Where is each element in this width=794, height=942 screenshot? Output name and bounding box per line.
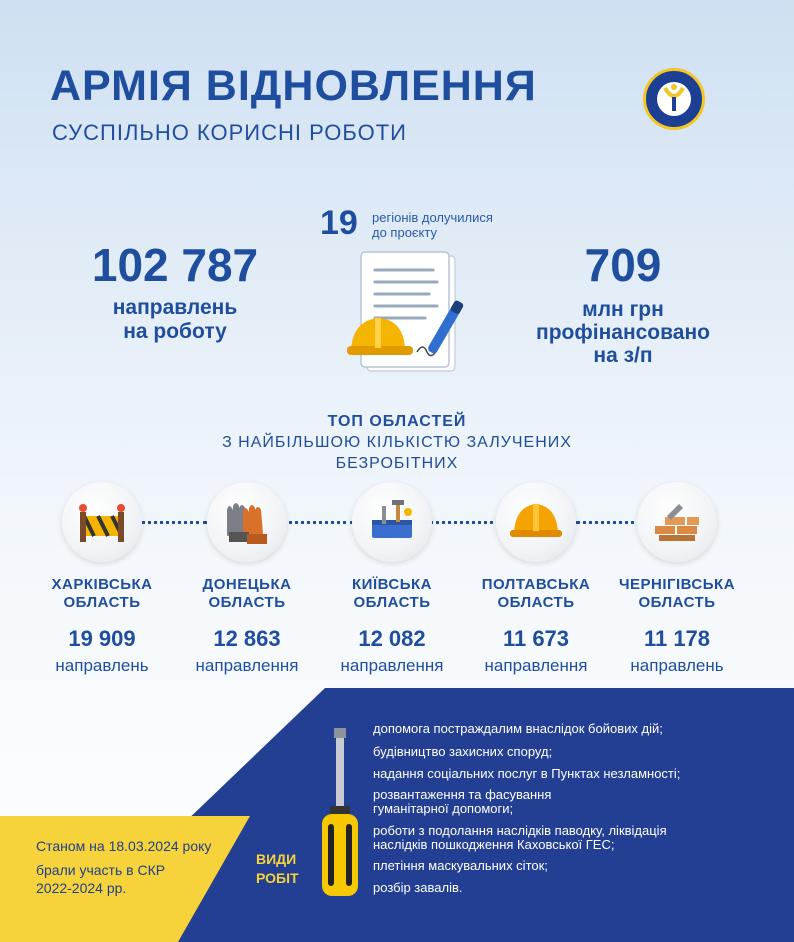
page-title: АРМІЯ ВІДНОВЛЕННЯ [50,62,537,110]
date-note-2: брали участь в СКР [36,862,166,878]
region-name-2: ОБЛАСТЬ [497,594,575,611]
employment-service-logo [643,68,705,130]
region-value: 19 909 [68,626,136,651]
region-name-2: ОБЛАСТЬ [63,594,141,611]
region-caption: направлення [484,656,588,675]
region-value: 12 863 [213,626,281,651]
region-caption: направлення [340,656,444,675]
work-gloves-icon [207,482,287,562]
date-note-1: Станом на 18.03.2024 року [36,838,212,854]
region-name-1: КИЇВСЬКА [352,576,432,593]
funding-caption-2: профінансовано [536,321,710,344]
contract-document-icon [345,248,485,378]
region-name-1: ПОЛТАВСЬКА [481,576,591,593]
regions-caption-2: до проєкту [372,225,437,240]
toolbox-icon [352,482,432,562]
work-types-label-1: ВИДИ [256,851,297,867]
region-value: 12 082 [358,626,426,651]
referrals-caption-2: на роботу [123,320,227,343]
page-subtitle: СУСПІЛЬНО КОРИСНІ РОБОТИ [52,120,407,145]
top-regions-heading-3: БЕЗРОБІТНИХ [335,455,459,472]
region-value: 11 178 [643,626,711,651]
region-donetsk [172,482,322,676]
top-regions-heading-1: ТОП ОБЛАСТЕЙ [327,413,467,430]
region-name-2: ОБЛАСТЬ [638,594,716,611]
work-item: надання соціальних послуг в Пунктах незламності; [373,766,681,781]
date-note-3: 2022-2024 рр. [36,880,127,896]
region-name-1: ДОНЕЦЬКА [202,576,292,593]
regions-count: 19 [320,204,358,242]
work-item: будівництво захисних споруд; [373,744,553,759]
hard-hat-icon [496,482,576,562]
work-item: плетіння маскувальних сіток; [373,858,548,873]
region-name-2: ОБЛАСТЬ [353,594,431,611]
logo-emblem-icon [646,71,702,127]
region-caption: направлень [55,656,149,675]
work-item: гуманітарної допомоги; [373,801,514,816]
region-poltava [461,482,611,676]
road-barrier-icon [62,482,142,562]
region-caption: направлень [630,656,724,675]
regions-caption [372,210,493,240]
region-name-1: ЧЕРНІГІВСЬКА [618,576,736,593]
work-item: розбір завалів. [373,880,463,895]
funding-caption-1: млн грн [582,298,664,321]
work-item: розвантаження та фасування [373,787,552,802]
referrals-total: 102 787 [91,239,259,291]
referrals-caption-1: направлень [112,296,238,319]
region-name-2: ОБЛАСТЬ [208,594,286,611]
work-item: роботи з подолання наслідків паводку, ліквідація [373,823,667,838]
regions-caption-1: регіонів долучилися [372,210,493,225]
screwdriver-icon [312,728,368,898]
region-value: 11 673 [502,626,570,651]
region-caption: направлення [195,656,299,675]
work-types-label-2: РОБІТ [256,870,299,886]
bricks-icon [637,482,717,562]
top-regions-heading-2: З НАЙБІЛЬШОЮ КІЛЬКІСТЮ ЗАЛУЧЕНИХ [222,434,572,451]
funding-caption-3: на з/п [593,344,653,367]
work-item: наслідків пошкодження Каховської ГЕС; [373,837,615,852]
region-chernihiv [602,482,752,676]
region-kyiv [317,482,467,676]
region-name-1: ХАРКІВСЬКА [51,576,153,593]
funding-total: 709 [584,239,662,291]
region-kharkiv [27,482,177,676]
work-item: допомога постраждалим внаслідок бойових дій; [373,721,663,736]
